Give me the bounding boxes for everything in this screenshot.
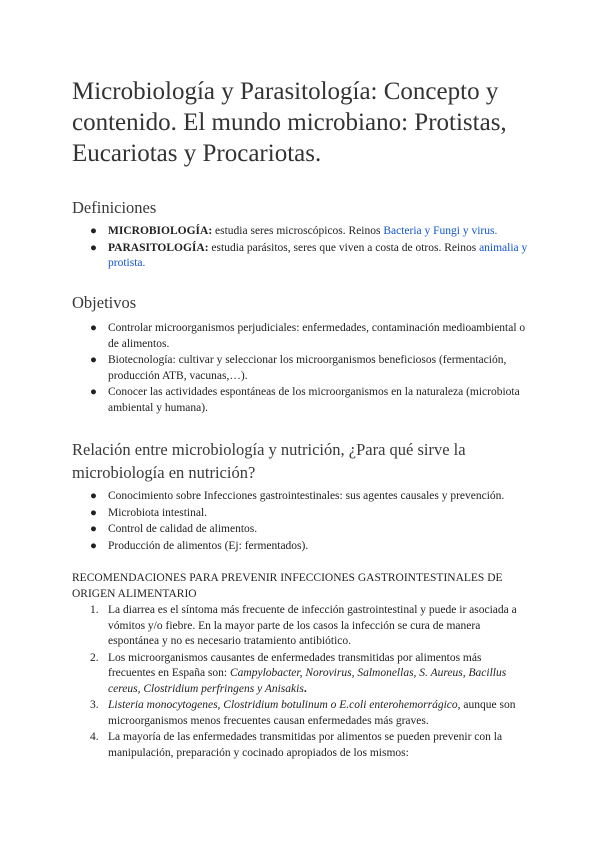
list-item: [90, 321, 530, 352]
list-item: [90, 730, 530, 761]
bullet-icon: ●: [90, 490, 97, 502]
objetivos-heading: Objetivos: [72, 293, 137, 312]
page-title: Microbiología y Parasitología: Concepto y contenido. El mundo microbiano: Protistas, Eucariotas y Procariotas.: [72, 78, 507, 167]
list-item-text: Conocer las actividades espontáneas de los microorganismos en la naturaleza (microbiota ambiental y humana).: [108, 386, 520, 414]
list-item: [90, 224, 530, 240]
bullet-icon: ●: [90, 386, 97, 398]
list-item-text: Biotecnología: cultivar y seleccionar los microorganismos beneficiosos (fermentación, producción ATB, vacunas,…).: [108, 354, 507, 382]
definition-term: MICROBIOLOGÍA:: [108, 225, 213, 237]
list-item-text: Microbiota intestinal.: [108, 506, 208, 519]
bullet-icon: ●: [90, 322, 97, 334]
reinos-link[interactable]: animalia y protista.: [108, 241, 528, 269]
list-item: [90, 241, 530, 272]
objetivos-list: [90, 321, 530, 417]
definition-term: PARASITOLOGÍA:: [108, 241, 209, 254]
relacion-heading: Relación entre microbiología y nutrición, ¿Para qué sirve la microbiología en nutrición?: [72, 440, 466, 482]
list-item: [90, 385, 530, 416]
list-item: [90, 506, 530, 522]
organism-names: Listeria monocytogenes, Clostridium botulinum o E.coli enterohemorrágico: [108, 699, 458, 711]
list-item-text: Conocimiento sobre Infecciones gastrointestinales: sus agentes causales y prevención.: [108, 490, 505, 502]
sentence-end: .: [303, 682, 307, 695]
definition-text: estudia seres microscópicos. Reinos: [212, 225, 384, 237]
list-item: [90, 489, 530, 505]
list-item-text: Control de calidad de alimentos.: [108, 523, 258, 535]
list-item-text: Producción de alimentos (Ej: fermentados).: [108, 539, 309, 552]
item-number: 4.: [90, 731, 99, 743]
bullet-icon: ●: [90, 539, 97, 552]
list-item: [90, 539, 530, 555]
bullet-icon: ●: [90, 523, 97, 535]
list-item: [90, 603, 530, 650]
recomendaciones-list: [90, 603, 530, 762]
recomendaciones-heading: RECOMENDACIONES PARA PREVENIR INFECCIONES GASTROINTESTINALES DE ORIGEN ALIMENTARIO: [72, 572, 503, 600]
item-number: 2.: [90, 651, 99, 664]
definiciones-list: [90, 224, 530, 273]
list-item-text: Controlar microorganismos perjudiciales: enfermedades, contaminación medioambiental o de alimentos.: [108, 322, 526, 350]
relacion-list: [90, 489, 530, 555]
item-number: 3.: [90, 699, 99, 711]
organism-names: Campylobacter, Norovirus, Salmonellas, S. Aureus, Bacillus cereus, Clostridium perfringens y Anisakis: [108, 667, 507, 695]
item-number: 1.: [90, 604, 99, 616]
list-item: [90, 353, 530, 384]
bullet-icon: ●: [90, 354, 97, 366]
bullet-icon: ●: [90, 241, 97, 254]
list-item: [90, 651, 530, 698]
bullet-icon: ●: [90, 225, 97, 237]
list-item: [90, 698, 530, 729]
definiciones-heading: Definiciones: [72, 198, 157, 217]
definition-text: estudia parásitos, seres que viven a costa de otros. Reinos: [208, 241, 480, 254]
bullet-icon: ●: [90, 506, 97, 519]
list-item-text: , aunque son microorganismos menos frecuentes causan enfermedades más graves.: [108, 699, 516, 727]
list-item: [90, 522, 530, 538]
list-item-text: La diarrea es el síntoma más frecuente de infección gastrointestinal y puede ir asociada a vómitos y/o fiebre. En la mayor parte de los casos la infección se cura de manera espontánea y no es necesario tratamiento antibiótico.: [108, 604, 517, 647]
reinos-link[interactable]: Bacteria y Fungi y virus.: [383, 225, 498, 237]
list-item-text: Los microorganismos causantes de enfermedades transmitidas por alimentos más frecuentes en España son:: [108, 651, 482, 679]
list-item-text: La mayoría de las enfermedades transmitidas por alimentos se pueden prevenir con la manipulación, preparación y cocinado apropiados de los mismos:: [108, 731, 503, 759]
